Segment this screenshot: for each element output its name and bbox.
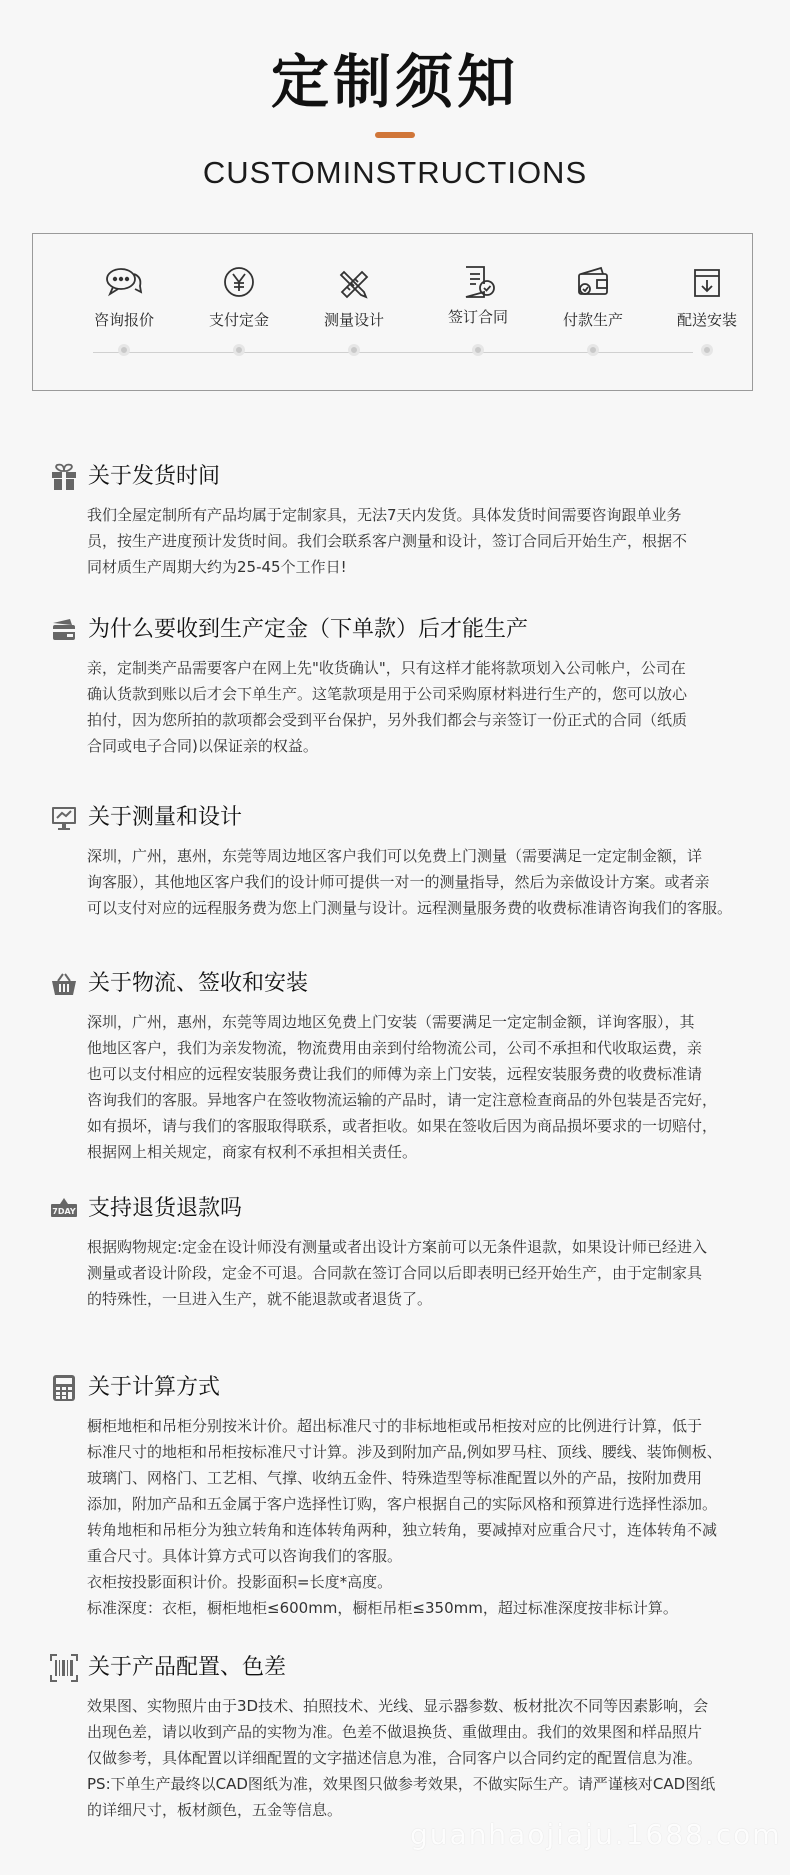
process-step-measure — [299, 264, 409, 330]
section-text-line: 咨询我们的客服。异地客户在签收物流运输的产品时，请一定注意检查商品的外包装是否完好， — [87, 1091, 718, 1109]
section-body — [87, 502, 765, 580]
section-text-line: 拍付，因为您所拍的款项都会受到平台保护，另外我们都会与亲签订一份正式的合同（纸质 — [87, 711, 688, 729]
payment-card-icon — [50, 616, 78, 644]
process-step-delivery — [652, 264, 762, 330]
step-label: 咨询报价 — [93, 311, 154, 329]
monitor-design-icon — [50, 804, 78, 832]
yen-coin-icon — [219, 264, 259, 300]
delivery-box-icon — [687, 264, 727, 300]
section-text-line: 转角地柜和吊柜分为独立转角和连体转角两种，独立转角，要减掉对应重合尺寸，连体转角不减 — [87, 1521, 718, 1539]
process-flow — [32, 233, 753, 391]
barcode-icon — [50, 1654, 78, 1682]
section-body — [87, 1413, 765, 1621]
section-text-line: 仅做参考，具体配置以详细配置的文字描述信息为准，合同客户以合同约定的配置信息为准。 — [87, 1749, 703, 1767]
section-text-line: 标准尺寸的地柜和吊柜按标准尺寸计算。涉及到附加产品,例如罗马柱、顶线、腰线、装饰侧板、 — [87, 1443, 722, 1461]
section-title: 关于计算方式 — [88, 1375, 221, 1400]
section-body — [87, 1234, 765, 1312]
process-step-contract — [423, 264, 533, 327]
section-text-line: 可以支付对应的远程服务费为您上门测量与设计。远程测量服务费的收费标准请咨询我们的客服。 — [87, 899, 733, 917]
section-text-line: 标准深度：衣柜，橱柜地柜≤600mm，橱柜吊柜≤350mm，超过标准深度按非标计算。 — [87, 1599, 678, 1617]
section-returns — [50, 1193, 765, 1312]
section-text-line: 根据购物规定:定金在设计师没有测量或者出设计方案前可以无条件退款，如果设计师已经进入 — [87, 1238, 708, 1256]
section-text-line: 员，按生产进度预计发货时间。我们会联系客户测量和设计，签订合同后开始生产，根据不 — [87, 532, 688, 550]
section-text-line: 根据网上相关规定，商家有权利不承担相关责任。 — [87, 1143, 418, 1161]
step-label: 配送安装 — [676, 311, 737, 329]
section-configuration-color — [50, 1652, 765, 1823]
section-title: 支持退货退款吗 — [88, 1196, 243, 1221]
section-logistics-install — [50, 968, 765, 1165]
timeline-dot — [233, 344, 245, 356]
site-watermark: guanhaojiaju.1688.com — [410, 1818, 782, 1851]
section-text-line: 亲，定制类产品需要客户在网上先"收货确认"，只有这样才能将款项划入公司帐户，公司在 — [87, 659, 686, 677]
process-timeline — [93, 352, 693, 353]
section-text-line: 出现色差，请以收到产品的实物为准。色差不做退换货、重做理由。我们的效果图和样品照片 — [87, 1723, 703, 1741]
step-label: 签订合同 — [447, 308, 508, 326]
title-accent-bar — [375, 132, 415, 138]
page-title: 定制须知 — [270, 48, 519, 116]
section-text-line: 橱柜地柜和吊柜分别按米计价。超出标准尺寸的非标地柜或吊柜按对应的比例进行计算，低于 — [87, 1417, 703, 1435]
timeline-dot — [118, 344, 130, 356]
contract-document-icon — [458, 264, 498, 300]
section-title: 关于产品配置、色差 — [88, 1655, 287, 1680]
chat-bubbles-icon — [104, 264, 144, 300]
section-text-line: 如有损坏，请与我们的客服取得联系，或者拒收。如果在签收后因为商品损坏要求的一切赔付， — [87, 1117, 718, 1135]
wallet-icon — [573, 264, 613, 300]
section-text-line: 合同或电子合同)以保证亲的权益。 — [87, 737, 318, 755]
calculator-icon — [50, 1374, 78, 1402]
section-text-line: 重合尺寸。具体计算方式可以咨询我们的客服。 — [87, 1547, 403, 1565]
section-body — [87, 843, 765, 921]
step-label: 测量设计 — [323, 311, 384, 329]
process-step-payment — [538, 264, 648, 330]
timeline-dot — [348, 344, 360, 356]
section-text-line: 玻璃门、网格门、工艺相、气撑、收纳五金件、特殊造型等标准配置以外的产品，按附加费用 — [87, 1469, 703, 1487]
section-text-line: 确认货款到账以后才会下单生产。这笔款项是用于公司采购原材料进行生产的，您可以放心 — [87, 685, 688, 703]
section-body — [87, 1009, 765, 1165]
section-text-line: 添加，附加产品和五金属于客户选择性订购，客户根据自己的实际风格和预算进行选择性添加。 — [87, 1495, 718, 1513]
basket-icon — [50, 970, 78, 998]
section-title: 关于物流、签收和安装 — [88, 971, 309, 996]
gift-icon — [50, 463, 78, 491]
section-text-line: 深圳，广州，惠州，东莞等周边地区免费上门安装（需要满足一定定制金额，详询客服），其 — [87, 1013, 695, 1031]
section-text-line: 测量或者设计阶段，定金不可退。合同款在签订合同以后即表明已经开始生产，由于定制家具 — [87, 1264, 703, 1282]
seven-day-return-icon — [50, 1195, 78, 1223]
section-deposit-reason — [50, 614, 765, 759]
section-text-line: 同材质生产周期大约为25-45个工作日! — [87, 558, 347, 576]
step-label: 付款生产 — [562, 311, 623, 329]
section-shipping-time — [50, 461, 765, 580]
section-text-line: PS:下单生产最终以CAD图纸为准，效果图只做参考效果，不做实际生产。请严谨核对CAD图纸 — [87, 1775, 716, 1793]
section-body — [87, 655, 765, 759]
section-text-line: 询客服），其他地区客户我们的设计师可提供一对一的测量指导，然后为亲做设计方案。或者亲 — [87, 873, 710, 891]
timeline-dot — [587, 344, 599, 356]
section-text-line: 的特殊性，一旦进入生产，就不能退款或者退货了。 — [87, 1290, 433, 1308]
timeline-dot — [472, 344, 484, 356]
section-text-line: 的详细尺寸，板材颜色，五金等信息。 — [87, 1801, 343, 1819]
section-text-line: 也可以支付相应的远程安装服务费让我们的师傅为亲上门安装，远程安装服务费的收费标准请 — [87, 1065, 703, 1083]
section-text-line: 他地区客户，我们为亲发物流，物流费用由亲到付给物流公司，公司不承担和代收取运费，亲 — [87, 1039, 703, 1057]
step-label: 支付定金 — [208, 311, 269, 329]
process-step-deposit — [184, 264, 294, 330]
section-text-line: 衣柜按投影面积计价。投影面积=长度*高度。 — [87, 1573, 393, 1591]
section-measure-design — [50, 802, 765, 921]
section-title: 关于发货时间 — [88, 464, 221, 489]
section-body — [87, 1693, 765, 1823]
section-pricing-method — [50, 1372, 765, 1621]
timeline-dot — [701, 344, 713, 356]
section-title: 为什么要收到生产定金（下单款）后才能生产 — [88, 617, 529, 642]
page-subtitle: CUSTOMINSTRUCTIONS — [202, 155, 588, 190]
section-title: 关于测量和设计 — [88, 805, 243, 830]
ruler-pencil-icon — [334, 264, 374, 300]
section-text-line: 深圳，广州，惠州，东莞等周边地区客户我们可以免费上门测量（需要满足一定定制金额，详 — [87, 847, 703, 865]
section-text-line: 效果图、实物照片由于3D技术、拍照技术、光线、显示器参数、板材批次不同等因素影响，会 — [87, 1697, 709, 1715]
seven-day-badge-text: 7DAY — [52, 1207, 76, 1216]
section-text-line: 我们全屋定制所有产品均属于定制家具，无法7天内发货。具体发货时间需要咨询跟单业务 — [87, 506, 682, 524]
process-step-inquiry — [69, 264, 179, 330]
